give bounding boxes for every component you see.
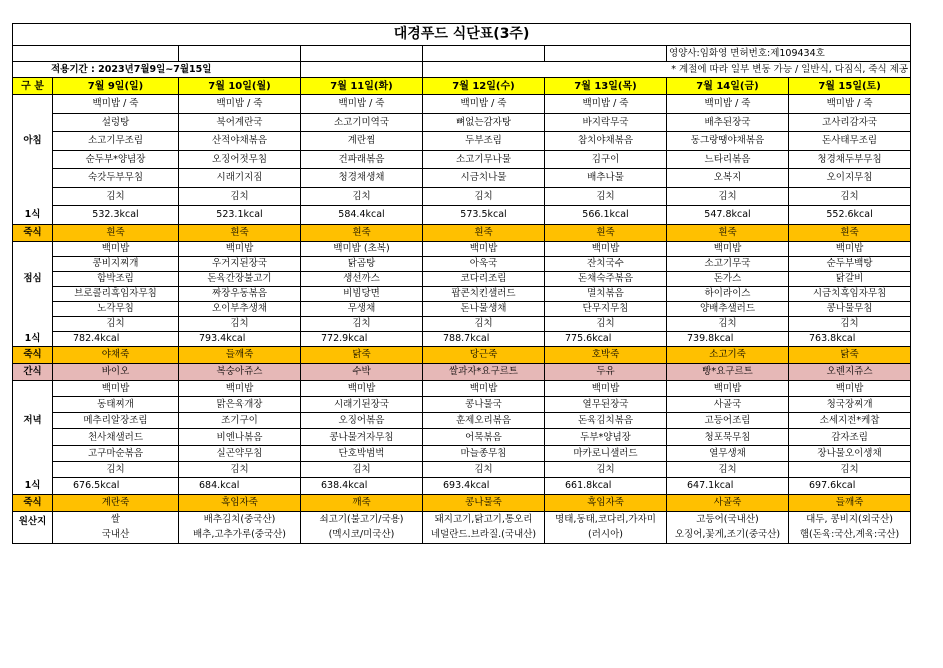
lunch-label: 점심	[13, 271, 53, 286]
menu-item: 짜장우동볶음	[179, 286, 301, 301]
origin-item: 쇠고기(불고기/국용)	[301, 511, 423, 527]
dinner-label: 저녁	[13, 413, 53, 429]
menu-item: 배추된장국	[667, 113, 789, 132]
menu-item: 김치	[179, 461, 301, 477]
menu-item: 김치	[53, 187, 179, 206]
kcal-value: 788.7kcal	[423, 331, 545, 346]
origin-item: 네덜란드.브라질.(국내산)	[423, 527, 545, 543]
porridge-item: 들깨죽	[179, 346, 301, 363]
porridge-item: 흰죽	[545, 224, 667, 241]
day-header: 7월 13일(목)	[545, 78, 667, 95]
menu-item: 생선까스	[301, 271, 423, 286]
menu-row	[13, 187, 911, 206]
kcal-value: 573.5kcal	[423, 206, 545, 225]
meal-label-cell	[13, 380, 53, 396]
menu-item: 소고기무조림	[53, 132, 179, 151]
blank-cell	[301, 62, 423, 78]
menu-item: 김치	[545, 461, 667, 477]
period-label: 적용기간 : 2023년7월9일~7월15일	[13, 62, 301, 78]
menu-item: 멸치볶음	[545, 286, 667, 301]
snack-item: 오렌지쥬스	[789, 363, 911, 380]
menu-item: 우거지된장국	[179, 256, 301, 271]
menu-item: 노각무침	[53, 301, 179, 316]
menu-item: 양배추샐러드	[667, 301, 789, 316]
menu-item: 감자조림	[789, 429, 911, 445]
menu-item: 김치	[789, 461, 911, 477]
day-header: 7월 14일(금)	[667, 78, 789, 95]
kcal-value: 772.9kcal	[301, 331, 423, 346]
menu-item: 오징어젓무침	[179, 150, 301, 169]
meal-plan-table	[12, 23, 911, 544]
kcal-value: 661.8kcal	[545, 478, 667, 494]
kcal-value: 697.6kcal	[789, 478, 911, 494]
blank-cell	[301, 46, 423, 62]
menu-item: 소고기무나물	[423, 150, 545, 169]
menu-row	[13, 445, 911, 461]
kcal-value: 638.4kcal	[301, 478, 423, 494]
menu-item: 사골국	[667, 396, 789, 412]
menu-item: 마늘종무침	[423, 445, 545, 461]
kcal-value: 782.4kcal	[53, 331, 179, 346]
serving-label: 1식	[13, 331, 53, 346]
menu-item: 산적야채볶음	[179, 132, 301, 151]
menu-item: 팝콘치킨샐러드	[423, 286, 545, 301]
title-row	[13, 24, 911, 46]
menu-item: 김치	[179, 187, 301, 206]
porridge-label: 죽식	[13, 224, 53, 241]
meal-label-cell	[13, 301, 53, 316]
kcal-value: 775.6kcal	[545, 331, 667, 346]
menu-row	[13, 396, 911, 412]
menu-row	[13, 169, 911, 188]
menu-row	[13, 113, 911, 132]
menu-row	[13, 301, 911, 316]
menu-item: 브로콜리흑임자무침	[53, 286, 179, 301]
menu-item: 청포묵무침	[667, 429, 789, 445]
menu-item: 백미밥	[423, 241, 545, 256]
porridge-item: 들깨죽	[789, 494, 911, 511]
menu-item: 시금치흑임자무침	[789, 286, 911, 301]
menu-item: 김치	[667, 187, 789, 206]
blank-cell	[13, 46, 179, 62]
menu-item: 천사채샐러드	[53, 429, 179, 445]
menu-item: 하이라이스	[667, 286, 789, 301]
menu-item: 두부*양념장	[545, 429, 667, 445]
kcal-value: 676.5kcal	[53, 478, 179, 494]
menu-item: 백미밥	[301, 380, 423, 396]
menu-item: 김치	[179, 316, 301, 331]
menu-item: 콩나물무침	[789, 301, 911, 316]
menu-item: 백미밥 (초복)	[301, 241, 423, 256]
menu-item: 김구이	[545, 150, 667, 169]
kcal-row	[13, 206, 911, 225]
menu-note: * 계절에 따라 일부 변동 가능 / 일반식, 다짐식, 죽식 제공	[423, 62, 911, 78]
menu-item: 참치야채볶음	[545, 132, 667, 151]
menu-row	[13, 256, 911, 271]
menu-item: 백미밥	[667, 380, 789, 396]
origin-item: 고등어(국내산)	[667, 511, 789, 527]
snack-row	[13, 363, 911, 380]
menu-item: 김치	[301, 461, 423, 477]
menu-item: 고사리감자국	[789, 113, 911, 132]
origin-item: 오징어,꽃게,조기(중국산)	[667, 527, 789, 543]
porridge-item: 호박죽	[545, 346, 667, 363]
kcal-value: 793.4kcal	[179, 331, 301, 346]
meal-label-cell	[13, 256, 53, 271]
menu-item: 맑은육개장	[179, 396, 301, 412]
porridge-item: 계란죽	[53, 494, 179, 511]
menu-item: 어묵볶음	[423, 429, 545, 445]
snack-item: 수박	[301, 363, 423, 380]
porridge-row	[13, 494, 911, 511]
menu-item: 바지락무국	[545, 113, 667, 132]
menu-row	[13, 241, 911, 256]
menu-item: 무생채	[301, 301, 423, 316]
menu-item: 김치	[545, 316, 667, 331]
origin-item: 국내산	[53, 527, 179, 543]
porridge-item: 당근죽	[423, 346, 545, 363]
menu-item: 백미밥 / 죽	[301, 95, 423, 114]
menu-item: 백미밥 / 죽	[545, 95, 667, 114]
kcal-row	[13, 331, 911, 346]
menu-item: 백미밥	[545, 241, 667, 256]
snack-item: 복숭아쥬스	[179, 363, 301, 380]
header-row	[13, 78, 911, 95]
meal-label-cell	[13, 286, 53, 301]
menu-item: 조기구이	[179, 413, 301, 429]
menu-item: 김치	[667, 461, 789, 477]
menu-item: 순두부백탕	[789, 256, 911, 271]
menu-item: 훈제오리볶음	[423, 413, 545, 429]
porridge-item: 콩나물죽	[423, 494, 545, 511]
porridge-item: 흰죽	[667, 224, 789, 241]
kcal-row	[13, 478, 911, 494]
menu-item: 김치	[789, 187, 911, 206]
menu-row	[13, 271, 911, 286]
menu-item: 백미밥	[423, 380, 545, 396]
menu-item: 오징어볶음	[301, 413, 423, 429]
menu-item: 청국장찌개	[789, 396, 911, 412]
kcal-value: 547.8kcal	[667, 206, 789, 225]
menu-row	[13, 413, 911, 429]
menu-item: 비엔나볶음	[179, 429, 301, 445]
day-header: 7월 12일(수)	[423, 78, 545, 95]
menu-item: 순두부*양념장	[53, 150, 179, 169]
menu-item: 아욱국	[423, 256, 545, 271]
menu-item: 건파래볶음	[301, 150, 423, 169]
kcal-value: 739.8kcal	[667, 331, 789, 346]
menu-row	[13, 461, 911, 477]
menu-item: 백미밥 / 죽	[179, 95, 301, 114]
meal-label-cell	[13, 150, 53, 169]
origin-item: (러시아)	[545, 527, 667, 543]
menu-item: 백미밥	[53, 380, 179, 396]
menu-item: 돈채숙주볶음	[545, 271, 667, 286]
day-header: 7월 11일(화)	[301, 78, 423, 95]
menu-item: 잔치국수	[545, 256, 667, 271]
menu-item: 동그랑땡야채볶음	[667, 132, 789, 151]
menu-item: 김치	[789, 316, 911, 331]
menu-row	[13, 95, 911, 114]
menu-row	[13, 150, 911, 169]
kcal-value: 532.3kcal	[53, 206, 179, 225]
header-label: 구 분	[13, 78, 53, 95]
menu-item: 김치	[301, 316, 423, 331]
menu-item: 열무생채	[667, 445, 789, 461]
menu-item: 돈육간장불고기	[179, 271, 301, 286]
porridge-label: 죽식	[13, 346, 53, 363]
menu-item: 백미밥	[545, 380, 667, 396]
menu-item: 김치	[53, 461, 179, 477]
menu-item: 김치	[301, 187, 423, 206]
menu-item: 열무된장국	[545, 396, 667, 412]
menu-item: 숙갓두부무침	[53, 169, 179, 188]
serving-label: 1식	[13, 478, 53, 494]
kcal-value: 684.kcal	[179, 478, 301, 494]
porridge-row	[13, 346, 911, 363]
menu-item: 소세지전*케찹	[789, 413, 911, 429]
porridge-item: 야채죽	[53, 346, 179, 363]
origin-item: 돼지고기,닭고기,통오리	[423, 511, 545, 527]
porridge-item: 소고기죽	[667, 346, 789, 363]
origin-item: 햄(돈육:국산,계육:국산)	[789, 527, 911, 543]
origin-item: 대두, 콩비지(외국산)	[789, 511, 911, 527]
porridge-item: 사골죽	[667, 494, 789, 511]
menu-item: 오이지무침	[789, 169, 911, 188]
menu-item: 시래기된장국	[301, 396, 423, 412]
menu-item: 백미밥 / 죽	[667, 95, 789, 114]
menu-item: 코다리조림	[423, 271, 545, 286]
porridge-item: 닭죽	[301, 346, 423, 363]
snack-item: 빵*요구르트	[667, 363, 789, 380]
menu-item: 비빔당면	[301, 286, 423, 301]
menu-item: 김치	[667, 316, 789, 331]
menu-item: 고등어조림	[667, 413, 789, 429]
porridge-item: 닭죽	[789, 346, 911, 363]
porridge-item: 흑임자죽	[179, 494, 301, 511]
blank-cell	[545, 46, 667, 62]
menu-row	[13, 316, 911, 331]
menu-item: 돈육김치볶음	[545, 413, 667, 429]
menu-row	[13, 286, 911, 301]
menu-item: 함박조림	[53, 271, 179, 286]
menu-item: 김치	[423, 187, 545, 206]
menu-item: 백미밥 / 죽	[789, 95, 911, 114]
snack-item: 두유	[545, 363, 667, 380]
kcal-value: 584.4kcal	[301, 206, 423, 225]
origin-label: 원산지	[13, 511, 53, 527]
meal-label-cell	[13, 461, 53, 477]
menu-item: 단호박범벅	[301, 445, 423, 461]
snack-item: 쌀과자*요구르트	[423, 363, 545, 380]
menu-item: 돈사태무조림	[789, 132, 911, 151]
origin-item: 쌀	[53, 511, 179, 527]
menu-item: 소고기무국	[667, 256, 789, 271]
menu-item: 마카로니샐러드	[545, 445, 667, 461]
kcal-value: 523.1kcal	[179, 206, 301, 225]
menu-item: 백미밥	[667, 241, 789, 256]
meal-label-cell	[13, 445, 53, 461]
menu-item: 백미밥 / 죽	[423, 95, 545, 114]
snack-item: 바이오	[53, 363, 179, 380]
meal-label-cell	[13, 429, 53, 445]
menu-item: 김치	[423, 316, 545, 331]
menu-item: 시래기지짐	[179, 169, 301, 188]
menu-item: 콩나물국	[423, 396, 545, 412]
day-header: 7월 9일(일)	[53, 78, 179, 95]
porridge-label: 죽식	[13, 494, 53, 511]
menu-item: 돈가스	[667, 271, 789, 286]
menu-item: 오이부추생채	[179, 301, 301, 316]
menu-item: 계란찜	[301, 132, 423, 151]
menu-item: 청경채두부무침	[789, 150, 911, 169]
menu-item: 고구마순볶음	[53, 445, 179, 461]
blank-cell	[423, 46, 545, 62]
period-row	[13, 62, 911, 78]
origin-label-cell	[13, 527, 53, 543]
porridge-item: 흰죽	[301, 224, 423, 241]
meal-label-cell	[13, 316, 53, 331]
origin-item: 배추,고추가루(중국산)	[179, 527, 301, 543]
breakfast-label: 아침	[13, 132, 53, 151]
origin-item: 명태,동태,코다리,가자미	[545, 511, 667, 527]
origin-row	[13, 511, 911, 527]
kcal-value: 693.4kcal	[423, 478, 545, 494]
menu-item: 백미밥 / 죽	[53, 95, 179, 114]
menu-item: 콩나물겨자무침	[301, 429, 423, 445]
snack-label: 간식	[13, 363, 53, 380]
menu-item: 단무지무침	[545, 301, 667, 316]
meal-label-cell	[13, 113, 53, 132]
porridge-item: 흰죽	[789, 224, 911, 241]
menu-item: 청경채생채	[301, 169, 423, 188]
meal-label-cell	[13, 95, 53, 114]
meal-label-cell	[13, 187, 53, 206]
menu-row	[13, 380, 911, 396]
blank-cell	[179, 46, 301, 62]
menu-item: 두부조림	[423, 132, 545, 151]
menu-item: 김치	[545, 187, 667, 206]
menu-item: 백미밥	[789, 241, 911, 256]
menu-item: 닭갈비	[789, 271, 911, 286]
meal-label-cell	[13, 396, 53, 412]
menu-item: 느타리볶음	[667, 150, 789, 169]
menu-item: 시금치나물	[423, 169, 545, 188]
meal-label-cell	[13, 241, 53, 256]
menu-item: 배추나물	[545, 169, 667, 188]
menu-item: 북어계란국	[179, 113, 301, 132]
serving-label: 1식	[13, 206, 53, 225]
porridge-item: 깨죽	[301, 494, 423, 511]
kcal-value: 763.8kcal	[789, 331, 911, 346]
page-title: 대경푸드 식단표(3주)	[13, 24, 911, 46]
menu-item: 백미밥	[789, 380, 911, 396]
menu-item: 오복지	[667, 169, 789, 188]
porridge-row	[13, 224, 911, 241]
day-header: 7월 15일(토)	[789, 78, 911, 95]
menu-item: 백미밥	[179, 380, 301, 396]
origin-item: (멕시코/미국산)	[301, 527, 423, 543]
menu-item: 소고기미역국	[301, 113, 423, 132]
nutritionist-row	[13, 46, 911, 62]
menu-item: 돈나물생채	[423, 301, 545, 316]
porridge-item: 흰죽	[53, 224, 179, 241]
menu-item: 닭곰탕	[301, 256, 423, 271]
menu-item: 뼈없는감자탕	[423, 113, 545, 132]
porridge-item: 흑임자죽	[545, 494, 667, 511]
meal-label-cell	[13, 169, 53, 188]
menu-item: 김치	[423, 461, 545, 477]
porridge-item: 흰죽	[423, 224, 545, 241]
origin-row	[13, 527, 911, 543]
menu-row	[13, 429, 911, 445]
menu-item: 김치	[53, 316, 179, 331]
menu-item: 백미밥	[53, 241, 179, 256]
menu-item: 설렁탕	[53, 113, 179, 132]
menu-item: 콩비지찌개	[53, 256, 179, 271]
menu-item: 실곤약무침	[179, 445, 301, 461]
menu-item: 장나물오이생채	[789, 445, 911, 461]
porridge-item: 흰죽	[179, 224, 301, 241]
menu-item: 메추리알장조림	[53, 413, 179, 429]
kcal-value: 566.1kcal	[545, 206, 667, 225]
nutritionist-info: 영양사:임화영 면허번호:제109434호	[667, 46, 911, 62]
menu-item: 백미밥	[179, 241, 301, 256]
kcal-value: 552.6kcal	[789, 206, 911, 225]
kcal-value: 647.1kcal	[667, 478, 789, 494]
origin-item: 배추김치(중국산)	[179, 511, 301, 527]
menu-item: 동태찌개	[53, 396, 179, 412]
menu-row	[13, 132, 911, 151]
day-header: 7월 10일(월)	[179, 78, 301, 95]
